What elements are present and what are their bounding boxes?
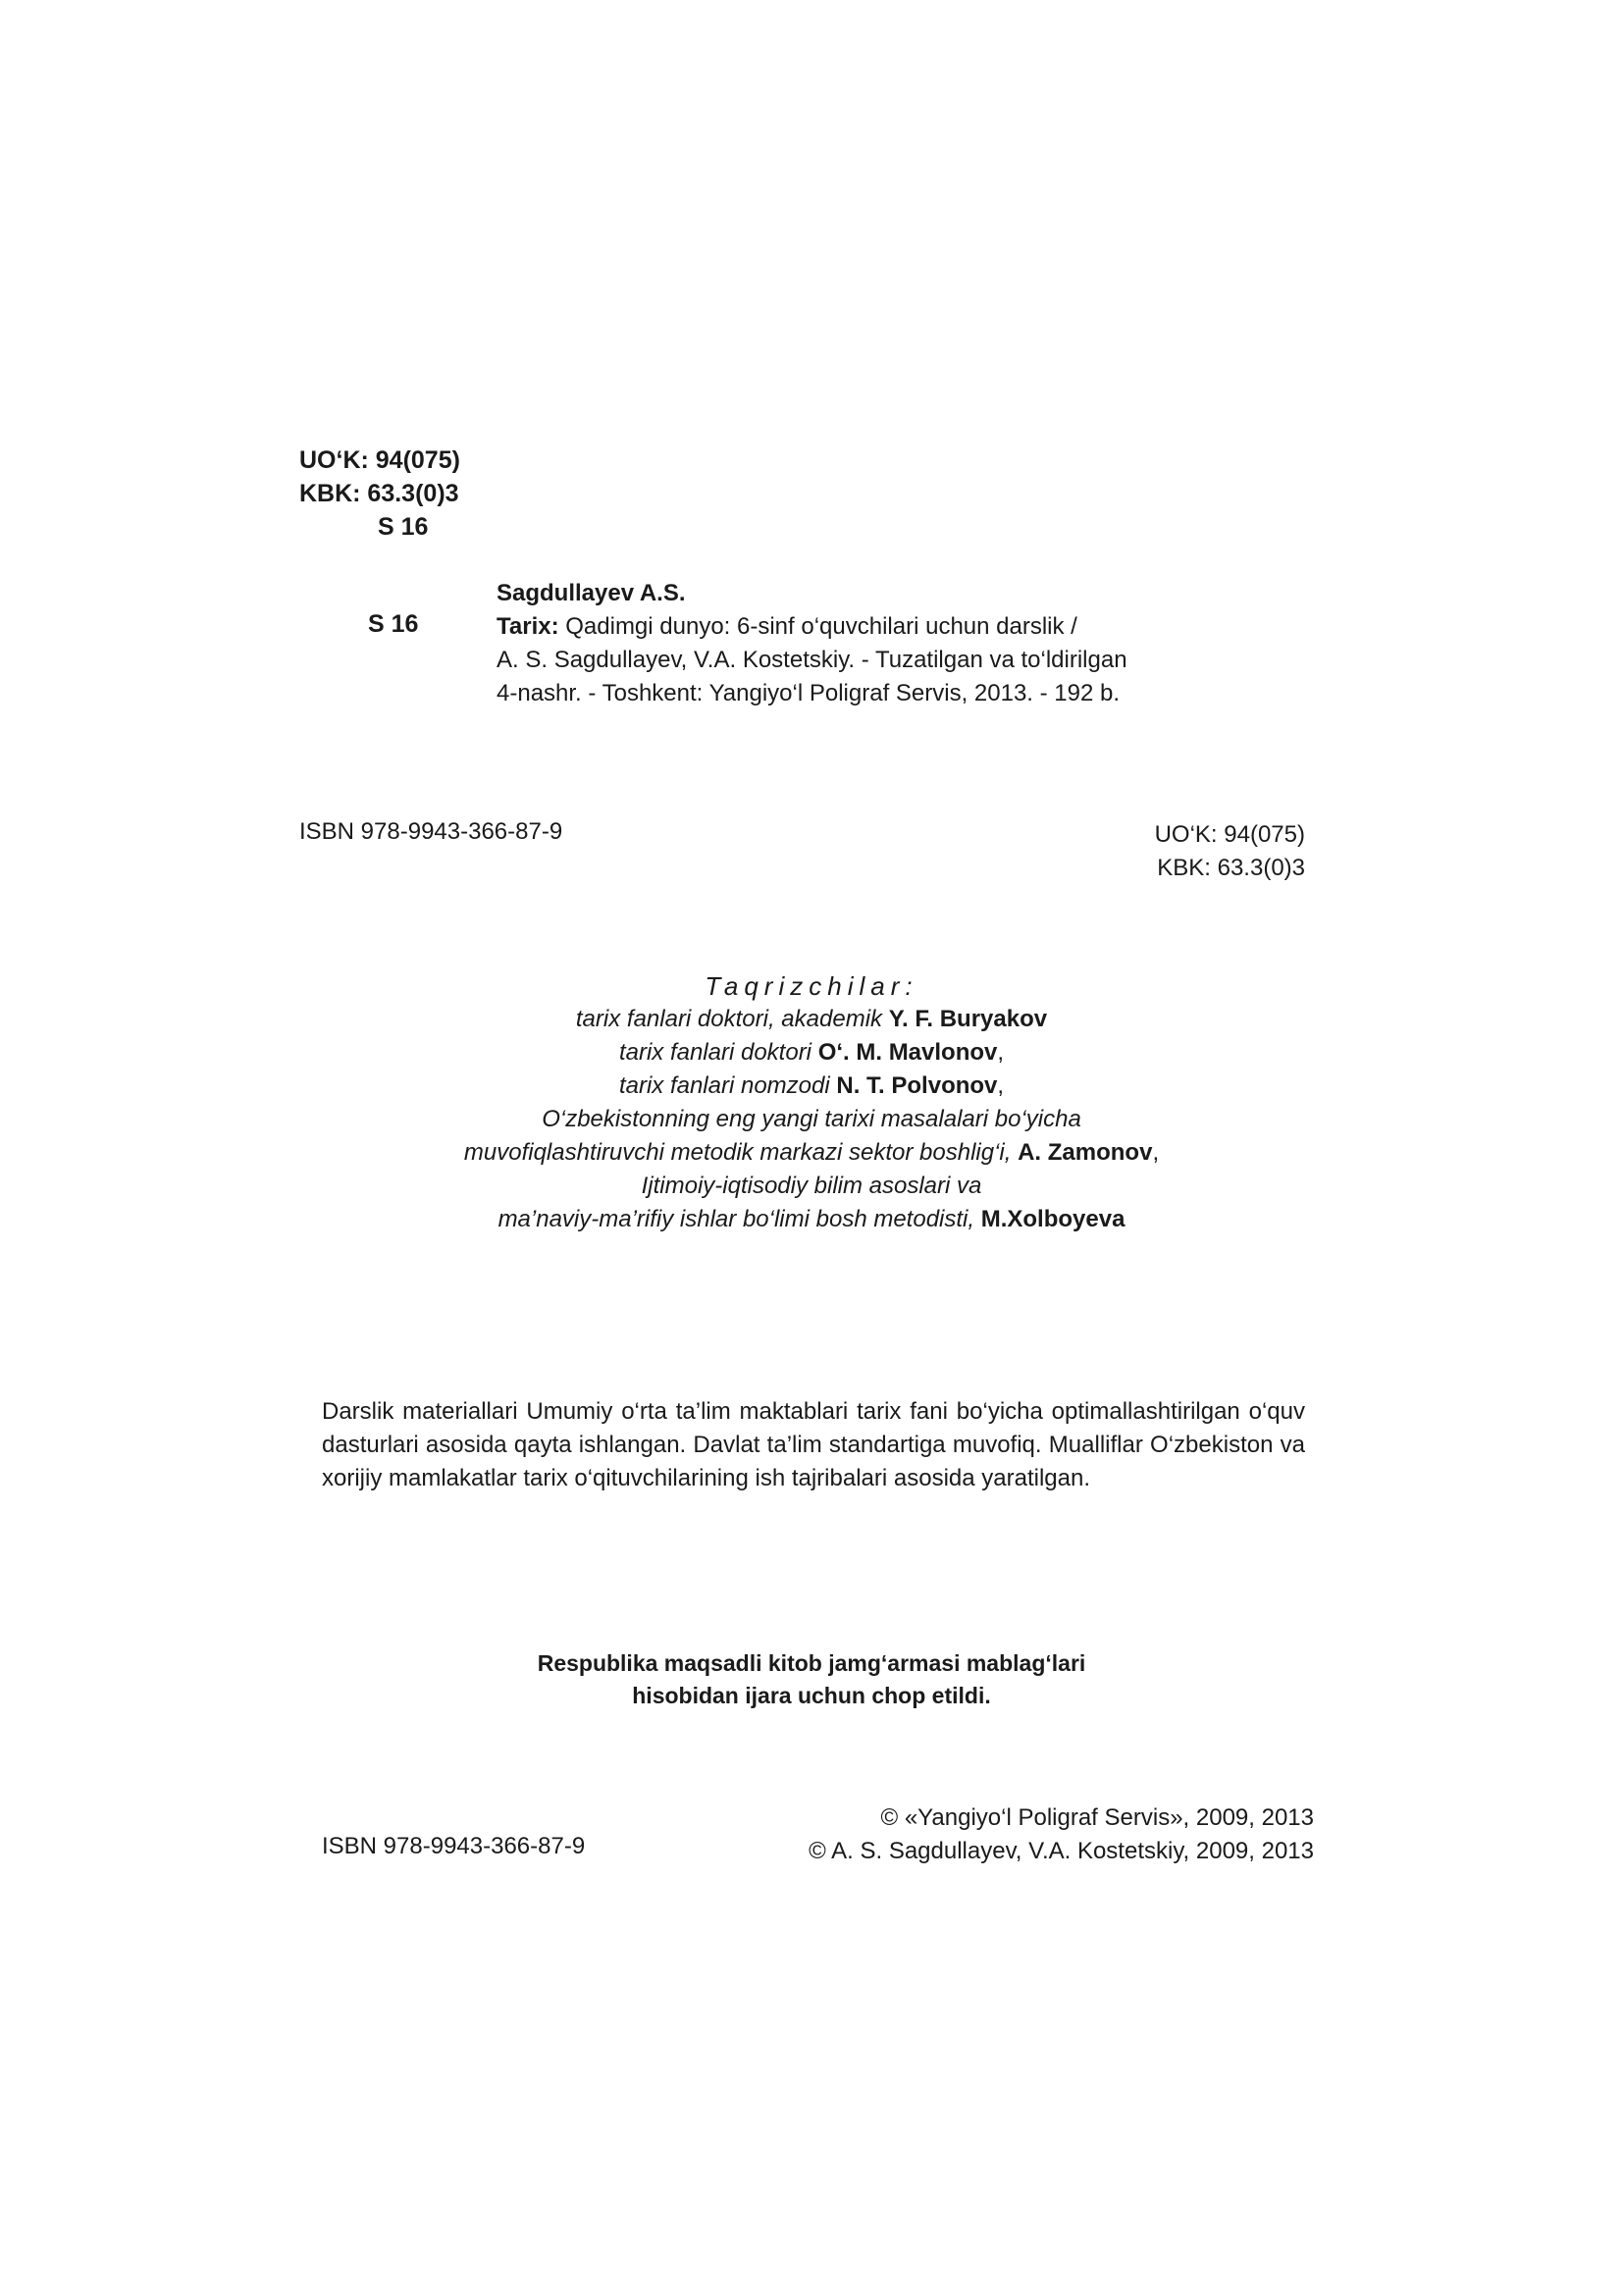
reviewer-title: Ijtimoiy-iqtisodiy bilim asoslari va xyxy=(641,1173,982,1199)
bibliographic-entry xyxy=(497,577,1282,710)
reviewer-line xyxy=(0,1036,1623,1070)
reviewers-heading: Taqrizchilar: xyxy=(705,971,918,1001)
reviewer-line xyxy=(0,1003,1623,1036)
reviewer-line xyxy=(0,1170,1623,1203)
entry-title-line xyxy=(497,610,1282,644)
udk-code: UO‘K: 94(075) xyxy=(299,446,460,474)
reviewer-line xyxy=(0,1136,1623,1170)
book-description: Darslik materiallari Umumiy o‘rta ta’lim maktablari tarix fani bo‘yicha optimallashtirilgan o‘quv dasturlari asosida qayta ishlangan. Davlat ta’lim standartiga muvofiq. Mualliflar O‘zbekiston va xorijiy mamlakatlar tarix o‘qituvchilarining ish tajribalari asosida yaratilgan. xyxy=(322,1398,1305,1491)
copyright-authors: © A. S. Sagdullayev, V.A. Kostetskiy, 2009, 2013 xyxy=(809,1838,1314,1864)
entry-author-sign: S 16 xyxy=(368,610,419,638)
copyright-block xyxy=(809,1801,1314,1868)
reviewer-name: N. T. Polvonov xyxy=(836,1072,998,1099)
funding-line-2: hisobidan ijara uchun chop etildi. xyxy=(632,1683,991,1708)
copyright-publisher: © «Yangiyo‘l Poligraf Servis», 2009, 2013 xyxy=(880,1804,1314,1831)
reviewer-title: tarix fanlari doktori, akademik xyxy=(575,1006,889,1032)
reviewer-name: M.Xolboyeva xyxy=(980,1206,1126,1232)
reviewer-line xyxy=(0,1070,1623,1103)
reviewer-line xyxy=(0,1203,1623,1236)
reviewers-block xyxy=(0,969,1623,1236)
reviewer-name: O‘. M. Mavlonov xyxy=(817,1039,998,1066)
entry-author: Sagdullayev A.S. xyxy=(497,580,686,606)
entry-title-label: Tarix: xyxy=(497,613,559,640)
entry-title-text: Qadimgi dunyo: 6-sinf o‘quvchilari uchun darslik / xyxy=(558,613,1077,640)
reviewer-title: tarix fanlari doktori xyxy=(618,1039,818,1066)
kbk-code: KBK: 63.3(0)3 xyxy=(299,480,459,507)
reviewer-punct: , xyxy=(1152,1139,1160,1166)
isbn-mid: ISBN 978-9943-366-87-9 xyxy=(299,818,563,845)
reviewer-punct: , xyxy=(997,1072,1005,1099)
reviewer-title: tarix fanlari nomzodi xyxy=(618,1072,837,1099)
classification-right xyxy=(1155,818,1305,885)
entry-line-3: 4-nashr. - Toshkent: Yangiyo‘l Poligraf Servis, 2013. - 192 b. xyxy=(497,680,1121,706)
isbn-bottom: ISBN 978-9943-366-87-9 xyxy=(322,1833,586,1859)
reviewer-title: muvofiqlashtiruvchi metodik markazi sektor boshlig‘i, xyxy=(463,1139,1019,1166)
funding-line-1: Respublika maqsadli kitob jamg‘armasi mablag‘lari xyxy=(537,1650,1086,1676)
catalog-codes xyxy=(299,444,460,544)
reviewer-name: Y. F. Buryakov xyxy=(888,1006,1048,1032)
funding-note xyxy=(0,1647,1623,1712)
author-sign: S 16 xyxy=(378,513,429,541)
reviewer-punct: , xyxy=(997,1039,1005,1066)
reviewer-title: ma’naviy-ma’rifiy ishlar bo‘limi bosh metodisti, xyxy=(497,1206,981,1232)
reviewer-title: O‘zbekistonning eng yangi tarixi masalalari bo‘yicha xyxy=(542,1106,1081,1132)
udk-right: UO‘K: 94(075) xyxy=(1154,821,1305,848)
reviewer-line xyxy=(0,1103,1623,1136)
kbk-right: KBK: 63.3(0)3 xyxy=(1157,855,1305,881)
entry-line-2: A. S. Sagdullayev, V.A. Kostetskiy. - Tuzatilgan va to‘ldirilgan xyxy=(497,647,1127,673)
reviewer-name: A. Zamonov xyxy=(1018,1139,1153,1166)
